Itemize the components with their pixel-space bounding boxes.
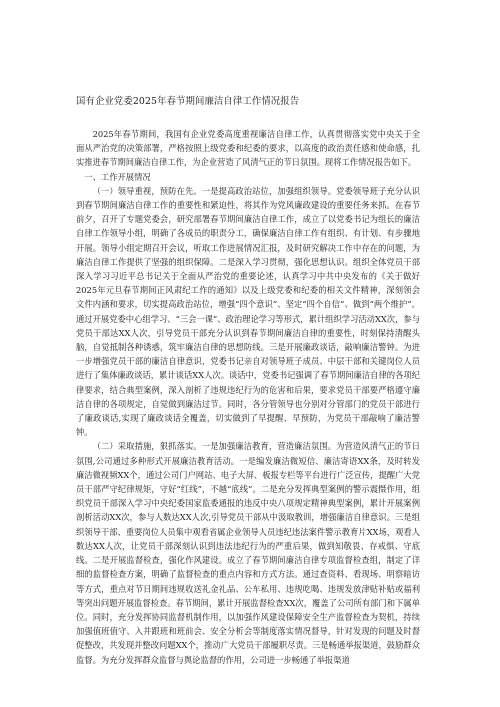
paragraph-measures: （二）采取措施，狠抓落实。一是加强廉洁教育，营造廉洁氛围。为营造风清气正的节日氛围,公司通过多种形式开展廉洁教育活动。一是编发廉洁微短信、廉洁寄语XX条，及时转发廉洁微视频XX个，通过公司门户网站、电子大屏、板报专栏等平台进行广泛宣传，提醒广大党员干部严守纪律规矩，守好“红线”，不越“底线”。二是充分发挥典型案例的警示震慑作用，组织党员干部深入学习中央纪委国家监委通报的违反中央八项规定精神典型案例，累计开展案例剖析活动XX次，参与人数达XX人次,引导党员干部从中汲取教训，增强廉洁自律意识。三是组织领导干部、重要岗位人员集中观看省属企业领导人员违纪违法案件警示教育片XX场，观看人数达XX人次，让党员干部深刻认识到违法违纪行为的严重后果，做到知敬畏、存戒惧、守底线。二是开展监督检查，强化作风建设。成立了春节期间廉洁自律专项监督检查组，制定了详细的监督检查方案，明确了监督检查的重点内容和方式方法。通过查资料、看现场、明察暗访等方式，重点对节日期间违规收送礼金礼品、公车私用、违规吃喝、违规发放津贴补贴或福利等突出问题开展监督检查。春节期间，累计开展监督检查XX次，覆盖了公司所有部门和下属单位。同时，充分发挥协同监督机制作用，以加强作风建设保障安全生产监督检查为契机，持续加强值班值守、入井跟班和班前会、安全分析会等制度落实情况督导，针对发现的问题及时督促整改，共发现并整改问题XX个，推动广大党员干部履职尽责。三是畅通举报渠道，鼓励群众监督。为充分发挥群众监督与舆论监督的作用，公司进一步畅通了举报渠道 xyxy=(76,441,420,665)
document-title: 国有企业党委2025年春节期间廉洁自律工作情况报告 xyxy=(76,96,300,107)
intro-paragraph: 2025年春节期间，我国有企业党委高度重视廉洁自律工作，认真贯彻落实党中央关于全面从严治党的决策部署，严格按照上级党委和纪委的要求，以高度的政治责任感和使命感，扎实推进春节期间廉洁自律工作，为企业营造了风清气正的节日氛围。现将工作情况报告如下。 xyxy=(76,129,420,168)
paragraph-leadership: （一）领导重视，预防在先。一是提高政治站位，加强组织领导。党委领导班子充分认识到春节期间廉洁自律工作的重要性和紧迫性，将其作为党风廉政建设的重要任务来抓。在春节前夕，召开了专题党委会，研究部署春节期间廉洁自律工作，成立了以党委书记为组长的廉洁自律工作领导小组，明确了各成员的职责分工，确保廉洁自律工作有组织、有计划、有步骤地开展。领导小组定期召开会议，听取工作进展情况汇报，及时研究解决工作中存在的问题，为廉洁自律工作提供了坚强的组织保障。二是深入学习贯彻，强化思想认识。组织全体党员干部深入学习习近平总书记关于全面从严治党的重要论述，认真学习中共中央发布的《关于做好2025年元旦春节期间正风肃纪工作的通知》以及上级党委和纪委的相关文件精神，深刻领会文件内涵和要求，切实提高政治站位，增强“四个意识”、坚定“四个自信”、做到“两个维护”。通过开展党委中心组学习、“三会一课”、政治理论学习等形式，累计组织学习活动XX次，参与党员干部达XX人次，引导党员干部充分认识到春节期间廉洁自律的重要性，时刻保持清醒头脑，自觉抵制各种诱惑，筑牢廉洁自律的思想防线。三是开展廉政谈话，敲响廉洁警钟。为进一步增强党员干部的廉洁自律意识，党委书记亲自对领导班子成员、中层干部和关键岗位人员进行了集体廉政谈话，累计谈话XX人次。谈话中，党委书记强调了春节期间廉洁自律的各项纪律要求，结合典型案例，深入剖析了违规违纪行为的危害和后果，要求党员干部要严格遵守廉洁自律的各项规定，自觉做到廉洁过节。同时，各分管领导也分别对分管部门的党员干部进行了廉政谈话,实现了廉政谈话全覆盖，切实做到了早提醒、早预防，为党员干部敲响了廉洁警钟。 xyxy=(76,185,420,438)
document-body xyxy=(76,127,420,667)
section-heading-work: 一、工作开展情况 xyxy=(84,171,151,182)
